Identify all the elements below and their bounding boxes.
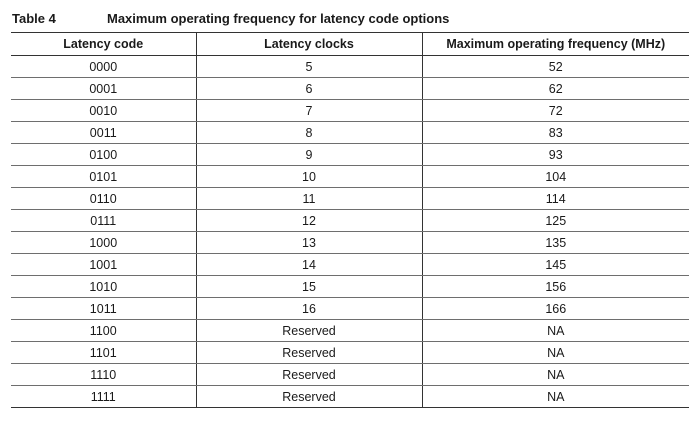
latency-clocks-cell: 7 xyxy=(196,100,422,122)
latency-code-cell: 0110 xyxy=(11,188,196,210)
latency-code-cell: 0001 xyxy=(11,78,196,100)
max-frequency-cell: 145 xyxy=(422,254,689,276)
latency-clocks-cell: Reserved xyxy=(196,386,422,408)
table-row xyxy=(11,254,689,276)
latency-clocks-cell: Reserved xyxy=(196,320,422,342)
max-frequency-cell: 135 xyxy=(422,232,689,254)
latency-clocks-cell: 16 xyxy=(196,298,422,320)
latency-clocks-cell: 10 xyxy=(196,166,422,188)
table-row xyxy=(11,364,689,386)
latency-code-cell: 0101 xyxy=(11,166,196,188)
table-row xyxy=(11,210,689,232)
table-row xyxy=(11,56,689,78)
latency-clocks-cell: 15 xyxy=(196,276,422,298)
max-frequency-cell: 72 xyxy=(422,100,689,122)
latency-code-cell: 0111 xyxy=(11,210,196,232)
table-row xyxy=(11,122,689,144)
table-title: Maximum operating frequency for latency code options xyxy=(107,11,450,26)
max-frequency-cell: 156 xyxy=(422,276,689,298)
latency-clocks-cell: Reserved xyxy=(196,342,422,364)
latency-code-cell: 1100 xyxy=(11,320,196,342)
max-frequency-cell: NA xyxy=(422,386,689,408)
latency-code-cell: 1101 xyxy=(11,342,196,364)
header-max-frequency: Maximum operating frequency (MHz) xyxy=(422,33,689,56)
latency-clocks-cell: 14 xyxy=(196,254,422,276)
max-frequency-cell: NA xyxy=(422,320,689,342)
latency-clocks-cell: 9 xyxy=(196,144,422,166)
latency-code-cell: 0000 xyxy=(11,56,196,78)
max-frequency-cell: NA xyxy=(422,364,689,386)
header-latency-clocks: Latency clocks xyxy=(196,33,422,56)
table-row xyxy=(11,298,689,320)
latency-table xyxy=(11,32,689,408)
header-row xyxy=(11,33,689,56)
table-caption xyxy=(12,11,449,26)
table-row xyxy=(11,78,689,100)
latency-code-cell: 0011 xyxy=(11,122,196,144)
latency-code-cell: 1111 xyxy=(11,386,196,408)
latency-clocks-cell: 6 xyxy=(196,78,422,100)
latency-code-cell: 1001 xyxy=(11,254,196,276)
max-frequency-cell: 125 xyxy=(422,210,689,232)
table-row xyxy=(11,232,689,254)
latency-clocks-cell: 8 xyxy=(196,122,422,144)
latency-clocks-cell: 11 xyxy=(196,188,422,210)
max-frequency-cell: 114 xyxy=(422,188,689,210)
latency-code-cell: 1011 xyxy=(11,298,196,320)
table-row xyxy=(11,144,689,166)
table-row xyxy=(11,276,689,298)
max-frequency-cell: 166 xyxy=(422,298,689,320)
latency-code-cell: 0100 xyxy=(11,144,196,166)
latency-code-cell: 0010 xyxy=(11,100,196,122)
max-frequency-cell: 62 xyxy=(422,78,689,100)
latency-code-cell: 1010 xyxy=(11,276,196,298)
max-frequency-cell: 52 xyxy=(422,56,689,78)
max-frequency-cell: NA xyxy=(422,342,689,364)
table-number: Table 4 xyxy=(12,11,56,26)
table-row xyxy=(11,188,689,210)
latency-clocks-cell: 13 xyxy=(196,232,422,254)
table-row xyxy=(11,342,689,364)
table-row xyxy=(11,386,689,408)
latency-clocks-cell: 5 xyxy=(196,56,422,78)
latency-clocks-cell: Reserved xyxy=(196,364,422,386)
table-row xyxy=(11,166,689,188)
max-frequency-cell: 104 xyxy=(422,166,689,188)
latency-code-cell: 1000 xyxy=(11,232,196,254)
latency-code-cell: 1110 xyxy=(11,364,196,386)
latency-clocks-cell: 12 xyxy=(196,210,422,232)
max-frequency-cell: 83 xyxy=(422,122,689,144)
header-latency-code: Latency code xyxy=(11,33,196,56)
max-frequency-cell: 93 xyxy=(422,144,689,166)
table-row xyxy=(11,320,689,342)
table-row xyxy=(11,100,689,122)
